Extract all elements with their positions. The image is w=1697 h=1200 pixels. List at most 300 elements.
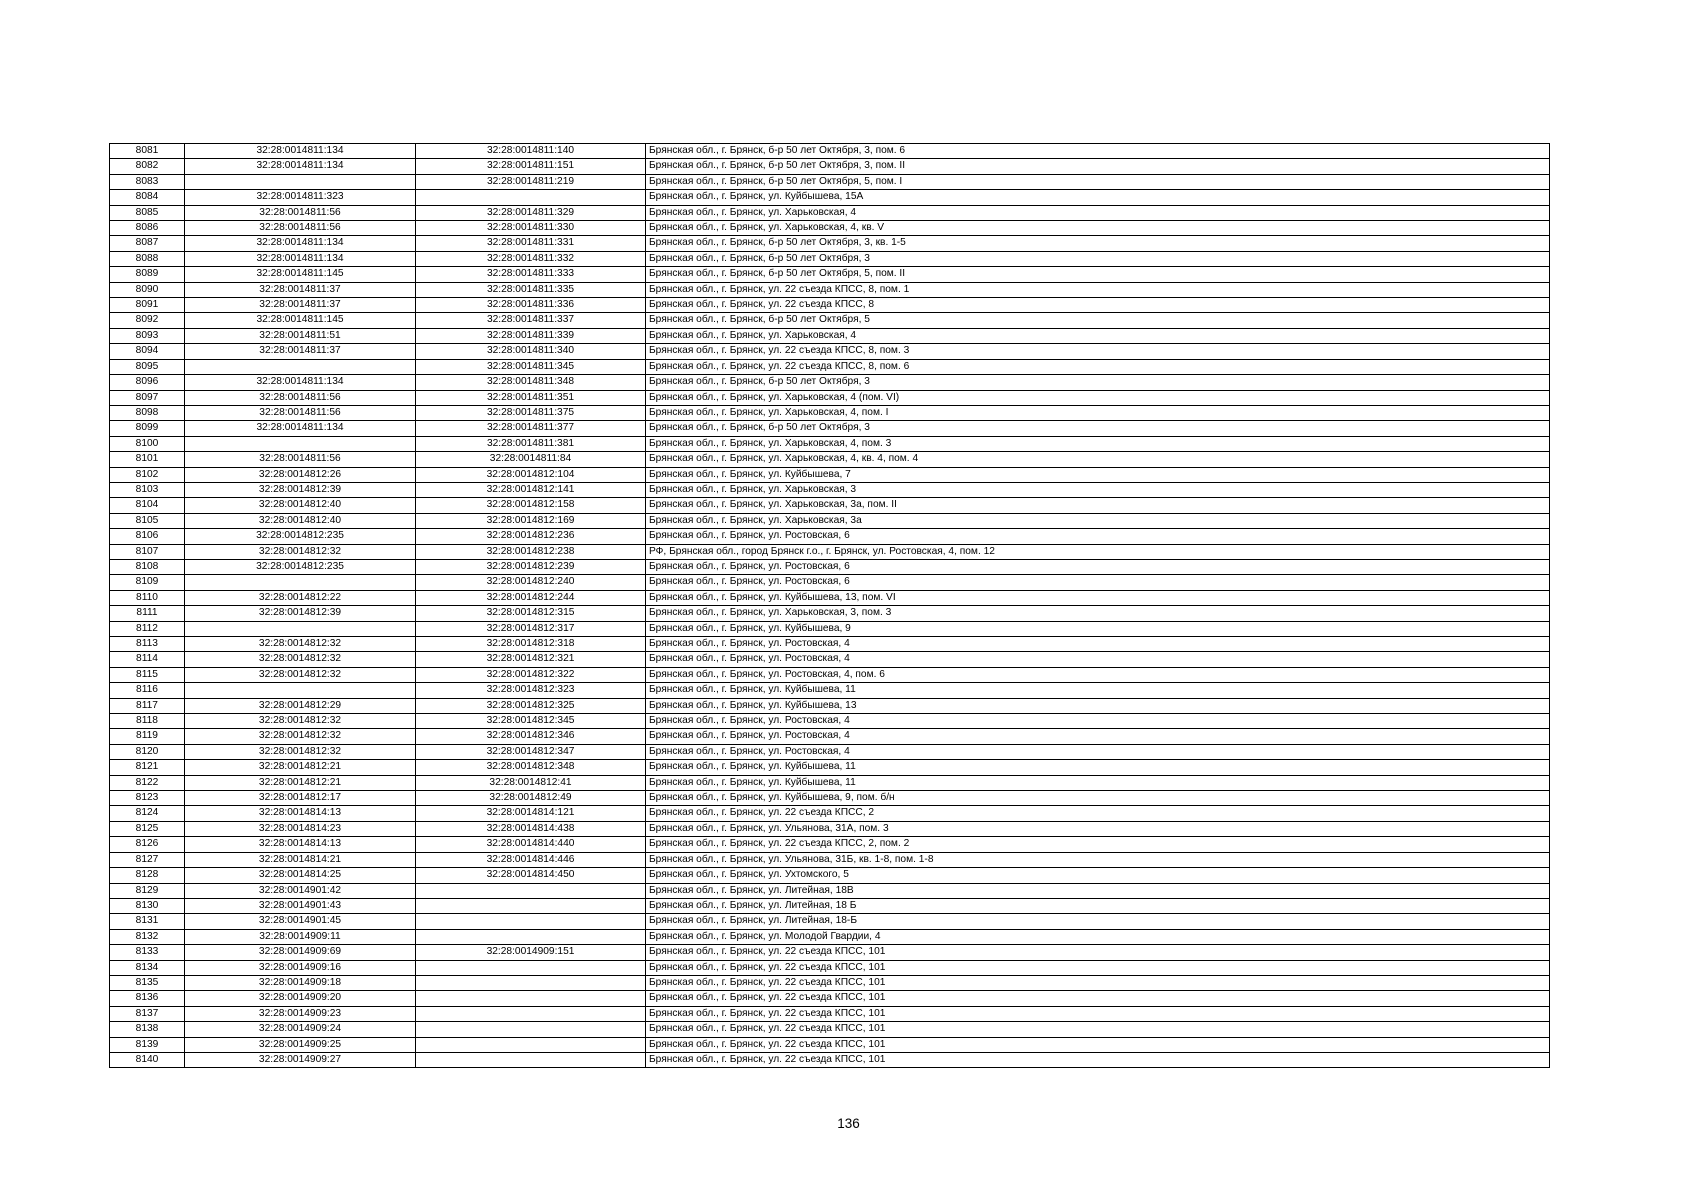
parcel-cadastral-number-cell: 32:28:0014811:37 [185,344,416,359]
object-cadastral-number-cell: 32:28:0014812:323 [416,683,646,698]
object-cadastral-number-cell [416,991,646,1006]
object-cadastral-number-cell: 32:28:0014811:348 [416,375,646,390]
table-row [110,606,1550,621]
table-row [110,652,1550,667]
row-number-cell: 8086 [110,221,185,236]
row-number-cell: 8100 [110,436,185,451]
table-row [110,852,1550,867]
table-row [110,821,1550,836]
table-row [110,559,1550,574]
row-number-cell: 8091 [110,298,185,313]
address-cell: Брянская обл., г. Брянск, ул. 22 съезда КПСС, 8, пом. 6 [646,359,1550,374]
row-number-cell: 8088 [110,251,185,266]
address-cell: Брянская обл., г. Брянск, ул. Литейная, 18В [646,883,1550,898]
address-cell: Брянская обл., г. Брянск, ул. Ростовская, 6 [646,575,1550,590]
table-row [110,236,1550,251]
parcel-cadastral-number-cell: 32:28:0014909:23 [185,1006,416,1021]
table-row [110,344,1550,359]
address-cell: Брянская обл., г. Брянск, ул. Харьковская, 4, пом. 3 [646,436,1550,451]
object-cadastral-number-cell [416,898,646,913]
object-cadastral-number-cell: 32:28:0014811:335 [416,282,646,297]
parcel-cadastral-number-cell: 32:28:0014812:40 [185,498,416,513]
object-cadastral-number-cell: 32:28:0014814:446 [416,852,646,867]
row-number-cell: 8081 [110,144,185,159]
parcel-cadastral-number-cell: 32:28:0014814:25 [185,868,416,883]
object-cadastral-number-cell: 32:28:0014812:239 [416,559,646,574]
address-cell: Брянская обл., г. Брянск, ул. Ростовская, 4 [646,729,1550,744]
object-cadastral-number-cell: 32:28:0014812:49 [416,791,646,806]
object-cadastral-number-cell: 32:28:0014811:375 [416,405,646,420]
row-number-cell: 8112 [110,621,185,636]
row-number-cell: 8129 [110,883,185,898]
parcel-cadastral-number-cell: 32:28:0014814:21 [185,852,416,867]
table-row [110,945,1550,960]
address-cell: Брянская обл., г. Брянск, ул. Харьковская, 3 [646,482,1550,497]
parcel-cadastral-number-cell: 32:28:0014909:18 [185,975,416,990]
table-row [110,221,1550,236]
parcel-cadastral-number-cell: 32:28:0014812:21 [185,775,416,790]
parcel-cadastral-number-cell: 32:28:0014812:40 [185,513,416,528]
parcel-cadastral-number-cell: 32:28:0014812:39 [185,606,416,621]
parcel-cadastral-number-cell [185,174,416,189]
row-number-cell: 8094 [110,344,185,359]
object-cadastral-number-cell [416,1006,646,1021]
object-cadastral-number-cell: 32:28:0014812:158 [416,498,646,513]
object-cadastral-number-cell: 32:28:0014812:104 [416,467,646,482]
parcel-cadastral-number-cell: 32:28:0014811:56 [185,452,416,467]
object-cadastral-number-cell [416,883,646,898]
table-row [110,1037,1550,1052]
object-cadastral-number-cell: 32:28:0014812:321 [416,652,646,667]
row-number-cell: 8106 [110,529,185,544]
object-cadastral-number-cell [416,975,646,990]
object-cadastral-number-cell [416,1037,646,1052]
parcel-cadastral-number-cell: 32:28:0014812:32 [185,667,416,682]
address-cell: Брянская обл., г. Брянск, ул. Ростовская, 4 [646,744,1550,759]
parcel-cadastral-number-cell: 32:28:0014814:13 [185,806,416,821]
table-row [110,683,1550,698]
table-row [110,837,1550,852]
row-number-cell: 8085 [110,205,185,220]
object-cadastral-number-cell: 32:28:0014811:345 [416,359,646,374]
table-row [110,529,1550,544]
parcel-cadastral-number-cell [185,683,416,698]
object-cadastral-number-cell: 32:28:0014811:381 [416,436,646,451]
parcel-cadastral-number-cell [185,436,416,451]
table-row [110,1022,1550,1037]
row-number-cell: 8097 [110,390,185,405]
address-cell: Брянская обл., г. Брянск, б-р 50 лет Октября, 3 [646,375,1550,390]
table-row [110,282,1550,297]
table-row [110,960,1550,975]
parcel-cadastral-number-cell: 32:28:0014812:32 [185,652,416,667]
table-row [110,806,1550,821]
table-row [110,452,1550,467]
table-row [110,975,1550,990]
object-cadastral-number-cell: 32:28:0014909:151 [416,945,646,960]
address-cell: Брянская обл., г. Брянск, б-р 50 лет Октября, 5, пом. I [646,174,1550,189]
parcel-cadastral-number-cell: 32:28:0014814:13 [185,837,416,852]
address-cell: Брянская обл., г. Брянск, ул. Куйбышева, 9, пом. б/н [646,791,1550,806]
object-cadastral-number-cell: 32:28:0014811:351 [416,390,646,405]
parcel-cadastral-number-cell: 32:28:0014811:134 [185,251,416,266]
object-cadastral-number-cell: 32:28:0014811:340 [416,344,646,359]
object-cadastral-number-cell: 32:28:0014812:318 [416,637,646,652]
page-number: 136 [837,1116,860,1131]
object-cadastral-number-cell: 32:28:0014812:141 [416,482,646,497]
address-cell: Брянская обл., г. Брянск, ул. Харьковская, 4, кв. 4, пом. 4 [646,452,1550,467]
table-row [110,159,1550,174]
object-cadastral-number-cell [416,1052,646,1067]
parcel-cadastral-number-cell: 32:28:0014811:134 [185,159,416,174]
row-number-cell: 8131 [110,914,185,929]
table-row [110,868,1550,883]
address-cell: Брянская обл., г. Брянск, ул. Ростовская, 6 [646,529,1550,544]
row-number-cell: 8122 [110,775,185,790]
parcel-cadastral-number-cell: 32:28:0014812:235 [185,529,416,544]
table-row [110,621,1550,636]
row-number-cell: 8082 [110,159,185,174]
table-row [110,637,1550,652]
parcel-cadastral-number-cell: 32:28:0014812:32 [185,729,416,744]
row-number-cell: 8135 [110,975,185,990]
address-cell: Брянская обл., г. Брянск, ул. Харьковская, 4 [646,205,1550,220]
object-cadastral-number-cell: 32:28:0014811:331 [416,236,646,251]
registry-table [109,143,1550,1068]
parcel-cadastral-number-cell: 32:28:0014909:69 [185,945,416,960]
table-row [110,144,1550,159]
object-cadastral-number-cell: 32:28:0014811:219 [416,174,646,189]
address-cell: Брянская обл., г. Брянск, ул. Ростовская, 6 [646,559,1550,574]
row-number-cell: 8136 [110,991,185,1006]
row-number-cell: 8123 [110,791,185,806]
parcel-cadastral-number-cell: 32:28:0014901:42 [185,883,416,898]
row-number-cell: 8114 [110,652,185,667]
address-cell: Брянская обл., г. Брянск, ул. 22 съезда КПСС, 101 [646,975,1550,990]
object-cadastral-number-cell: 32:28:0014812:317 [416,621,646,636]
address-cell: Брянская обл., г. Брянск, ул. Куйбышева, 11 [646,760,1550,775]
address-cell: Брянская обл., г. Брянск, ул. Куйбышева, 9 [646,621,1550,636]
object-cadastral-number-cell [416,929,646,944]
table-row [110,744,1550,759]
table-row [110,714,1550,729]
table-row [110,190,1550,205]
parcel-cadastral-number-cell: 32:28:0014812:17 [185,791,416,806]
parcel-cadastral-number-cell: 32:28:0014812:26 [185,467,416,482]
row-number-cell: 8127 [110,852,185,867]
address-cell: Брянская обл., г. Брянск, ул. Харьковская, 4 [646,328,1550,343]
address-cell: Брянская обл., г. Брянск, ул. 22 съезда КПСС, 101 [646,1037,1550,1052]
table-row [110,760,1550,775]
table-row [110,883,1550,898]
row-number-cell: 8126 [110,837,185,852]
address-cell: Брянская обл., г. Брянск, ул. 22 съезда КПСС, 8, пом. 3 [646,344,1550,359]
address-cell: Брянская обл., г. Брянск, б-р 50 лет Октября, 5 [646,313,1550,328]
address-cell: Брянская обл., г. Брянск, ул. Куйбышева, 13, пом. VI [646,590,1550,605]
parcel-cadastral-number-cell: 32:28:0014811:37 [185,298,416,313]
object-cadastral-number-cell [416,960,646,975]
parcel-cadastral-number-cell: 32:28:0014811:134 [185,236,416,251]
address-cell: Брянская обл., г. Брянск, ул. Харьковская, 4, кв. V [646,221,1550,236]
parcel-cadastral-number-cell: 32:28:0014812:22 [185,590,416,605]
parcel-cadastral-number-cell: 32:28:0014901:45 [185,914,416,929]
row-number-cell: 8113 [110,637,185,652]
object-cadastral-number-cell: 32:28:0014811:377 [416,421,646,436]
row-number-cell: 8138 [110,1022,185,1037]
object-cadastral-number-cell: 32:28:0014814:438 [416,821,646,836]
address-cell: Брянская обл., г. Брянск, ул. Куйбышева, 7 [646,467,1550,482]
row-number-cell: 8107 [110,544,185,559]
row-number-cell: 8116 [110,683,185,698]
table-row [110,698,1550,713]
object-cadastral-number-cell: 32:28:0014812:322 [416,667,646,682]
parcel-cadastral-number-cell: 32:28:0014812:235 [185,559,416,574]
row-number-cell: 8120 [110,744,185,759]
row-number-cell: 8128 [110,868,185,883]
address-cell: Брянская обл., г. Брянск, ул. 22 съезда КПСС, 8 [646,298,1550,313]
table-row [110,359,1550,374]
row-number-cell: 8134 [110,960,185,975]
parcel-cadastral-number-cell: 32:28:0014811:323 [185,190,416,205]
table-row [110,590,1550,605]
row-number-cell: 8115 [110,667,185,682]
address-cell: Брянская обл., г. Брянск, б-р 50 лет Октября, 5, пом. II [646,267,1550,282]
address-cell: Брянская обл., г. Брянск, ул. Харьковская, 3а, пом. II [646,498,1550,513]
object-cadastral-number-cell: 32:28:0014812:169 [416,513,646,528]
parcel-cadastral-number-cell: 32:28:0014811:56 [185,390,416,405]
object-cadastral-number-cell: 32:28:0014812:236 [416,529,646,544]
table-row [110,313,1550,328]
address-cell: Брянская обл., г. Брянск, б-р 50 лет Октября, 3, пом. 6 [646,144,1550,159]
row-number-cell: 8139 [110,1037,185,1052]
table-row [110,482,1550,497]
row-number-cell: 8089 [110,267,185,282]
object-cadastral-number-cell: 32:28:0014811:84 [416,452,646,467]
table-row [110,914,1550,929]
row-number-cell: 8119 [110,729,185,744]
address-cell: Брянская обл., г. Брянск, ул. Куйбышева, 11 [646,683,1550,698]
row-number-cell: 8098 [110,405,185,420]
parcel-cadastral-number-cell [185,575,416,590]
parcel-cadastral-number-cell: 32:28:0014811:145 [185,267,416,282]
address-cell: РФ, Брянская обл., город Брянск г.о., г. Брянск, ул. Ростовская, 4, пом. 12 [646,544,1550,559]
table-row [110,929,1550,944]
table-row [110,667,1550,682]
table-row [110,298,1550,313]
parcel-cadastral-number-cell: 32:28:0014812:21 [185,760,416,775]
row-number-cell: 8137 [110,1006,185,1021]
table-row [110,729,1550,744]
address-cell: Брянская обл., г. Брянск, ул. 22 съезда КПСС, 101 [646,960,1550,975]
parcel-cadastral-number-cell: 32:28:0014811:37 [185,282,416,297]
row-number-cell: 8110 [110,590,185,605]
parcel-cadastral-number-cell: 32:28:0014811:56 [185,405,416,420]
address-cell: Брянская обл., г. Брянск, ул. Куйбышева, 11 [646,775,1550,790]
table-row [110,1052,1550,1067]
row-number-cell: 8105 [110,513,185,528]
table-row [110,544,1550,559]
row-number-cell: 8121 [110,760,185,775]
row-number-cell: 8117 [110,698,185,713]
row-number-cell: 8093 [110,328,185,343]
table-row [110,498,1550,513]
row-number-cell: 8124 [110,806,185,821]
row-number-cell: 8104 [110,498,185,513]
address-cell: Брянская обл., г. Брянск, б-р 50 лет Октября, 3 [646,421,1550,436]
row-number-cell: 8125 [110,821,185,836]
row-number-cell: 8099 [110,421,185,436]
table-row [110,775,1550,790]
row-number-cell: 8133 [110,945,185,960]
address-cell: Брянская обл., г. Брянск, б-р 50 лет Октября, 3 [646,251,1550,266]
row-number-cell: 8092 [110,313,185,328]
table-row [110,898,1550,913]
parcel-cadastral-number-cell: 32:28:0014814:23 [185,821,416,836]
object-cadastral-number-cell: 32:28:0014811:336 [416,298,646,313]
row-number-cell: 8111 [110,606,185,621]
address-cell: Брянская обл., г. Брянск, ул. 22 съезда КПСС, 101 [646,1022,1550,1037]
address-cell: Брянская обл., г. Брянск, ул. Литейная, 18 Б [646,898,1550,913]
row-number-cell: 8130 [110,898,185,913]
table-row [110,405,1550,420]
object-cadastral-number-cell: 32:28:0014812:348 [416,760,646,775]
table-row [110,267,1550,282]
parcel-cadastral-number-cell: 32:28:0014812:32 [185,637,416,652]
object-cadastral-number-cell: 32:28:0014811:140 [416,144,646,159]
object-cadastral-number-cell: 32:28:0014812:345 [416,714,646,729]
address-cell: Брянская обл., г. Брянск, ул. Харьковская, 4, пом. I [646,405,1550,420]
row-number-cell: 8090 [110,282,185,297]
row-number-cell: 8101 [110,452,185,467]
object-cadastral-number-cell [416,914,646,929]
address-cell: Брянская обл., г. Брянск, ул. Ухтомского, 5 [646,868,1550,883]
address-cell: Брянская обл., г. Брянск, ул. Ростовская, 4, пом. 6 [646,667,1550,682]
address-cell: Брянская обл., г. Брянск, ул. Ростовская, 4 [646,637,1550,652]
table-row [110,174,1550,189]
parcel-cadastral-number-cell: 32:28:0014812:32 [185,744,416,759]
address-cell: Брянская обл., г. Брянск, ул. Харьковская, 3, пом. 3 [646,606,1550,621]
object-cadastral-number-cell: 32:28:0014811:332 [416,251,646,266]
parcel-cadastral-number-cell: 32:28:0014812:39 [185,482,416,497]
table-row [110,467,1550,482]
parcel-cadastral-number-cell: 32:28:0014909:20 [185,991,416,1006]
parcel-cadastral-number-cell: 32:28:0014812:32 [185,544,416,559]
object-cadastral-number-cell: 32:28:0014811:337 [416,313,646,328]
address-cell: Брянская обл., г. Брянск, ул. 22 съезда КПСС, 2 [646,806,1550,821]
table-row [110,375,1550,390]
address-cell: Брянская обл., г. Брянск, ул. Ульянова, 31А, пом. 3 [646,821,1550,836]
parcel-cadastral-number-cell: 32:28:0014909:11 [185,929,416,944]
row-number-cell: 8132 [110,929,185,944]
address-cell: Брянская обл., г. Брянск, ул. 22 съезда КПСС, 101 [646,1052,1550,1067]
registry-table-body [110,144,1550,1068]
parcel-cadastral-number-cell: 32:28:0014811:56 [185,205,416,220]
object-cadastral-number-cell [416,190,646,205]
address-cell: Брянская обл., г. Брянск, ул. 22 съезда КПСС, 2, пом. 2 [646,837,1550,852]
object-cadastral-number-cell: 32:28:0014814:121 [416,806,646,821]
object-cadastral-number-cell: 32:28:0014812:346 [416,729,646,744]
row-number-cell: 8087 [110,236,185,251]
object-cadastral-number-cell: 32:28:0014811:339 [416,328,646,343]
object-cadastral-number-cell: 32:28:0014811:330 [416,221,646,236]
address-cell: Брянская обл., г. Брянск, ул. Харьковская, 3а [646,513,1550,528]
table-row [110,991,1550,1006]
parcel-cadastral-number-cell: 32:28:0014909:25 [185,1037,416,1052]
table-row [110,791,1550,806]
table-row [110,436,1550,451]
object-cadastral-number-cell: 32:28:0014814:440 [416,837,646,852]
parcel-cadastral-number-cell: 32:28:0014812:29 [185,698,416,713]
object-cadastral-number-cell: 32:28:0014814:450 [416,868,646,883]
parcel-cadastral-number-cell [185,621,416,636]
parcel-cadastral-number-cell: 32:28:0014811:134 [185,144,416,159]
table-row [110,513,1550,528]
object-cadastral-number-cell: 32:28:0014812:240 [416,575,646,590]
parcel-cadastral-number-cell: 32:28:0014909:24 [185,1022,416,1037]
table-row [110,205,1550,220]
row-number-cell: 8084 [110,190,185,205]
address-cell: Брянская обл., г. Брянск, ул. Ростовская, 4 [646,714,1550,729]
address-cell: Брянская обл., г. Брянск, ул. 22 съезда КПСС, 8, пом. 1 [646,282,1550,297]
parcel-cadastral-number-cell: 32:28:0014811:51 [185,328,416,343]
table-row [110,328,1550,343]
address-cell: Брянская обл., г. Брянск, ул. Ульянова, 31Б, кв. 1-8, пом. 1-8 [646,852,1550,867]
parcel-cadastral-number-cell [185,359,416,374]
row-number-cell: 8108 [110,559,185,574]
row-number-cell: 8102 [110,467,185,482]
row-number-cell: 8109 [110,575,185,590]
parcel-cadastral-number-cell: 32:28:0014811:134 [185,421,416,436]
object-cadastral-number-cell: 32:28:0014811:151 [416,159,646,174]
parcel-cadastral-number-cell: 32:28:0014909:27 [185,1052,416,1067]
address-cell: Брянская обл., г. Брянск, ул. Ростовская, 4 [646,652,1550,667]
row-number-cell: 8083 [110,174,185,189]
object-cadastral-number-cell: 32:28:0014811:333 [416,267,646,282]
row-number-cell: 8096 [110,375,185,390]
table-row [110,1006,1550,1021]
row-number-cell: 8140 [110,1052,185,1067]
object-cadastral-number-cell [416,1022,646,1037]
address-cell: Брянская обл., г. Брянск, ул. Куйбышева, 15А [646,190,1550,205]
object-cadastral-number-cell: 32:28:0014812:347 [416,744,646,759]
table-row [110,575,1550,590]
address-cell: Брянская обл., г. Брянск, б-р 50 лет Октября, 3, кв. 1-5 [646,236,1550,251]
address-cell: Брянская обл., г. Брянск, ул. Литейная, 18-Б [646,914,1550,929]
address-cell: Брянская обл., г. Брянск, б-р 50 лет Октября, 3, пом. II [646,159,1550,174]
address-cell: Брянская обл., г. Брянск, ул. 22 съезда КПСС, 101 [646,991,1550,1006]
address-cell: Брянская обл., г. Брянск, ул. Харьковская, 4 (пом. VI) [646,390,1550,405]
object-cadastral-number-cell: 32:28:0014812:244 [416,590,646,605]
parcel-cadastral-number-cell: 32:28:0014901:43 [185,898,416,913]
row-number-cell: 8095 [110,359,185,374]
object-cadastral-number-cell: 32:28:0014812:325 [416,698,646,713]
parcel-cadastral-number-cell: 32:28:0014811:134 [185,375,416,390]
parcel-cadastral-number-cell: 32:28:0014811:56 [185,221,416,236]
table-row [110,251,1550,266]
parcel-cadastral-number-cell: 32:28:0014812:32 [185,714,416,729]
object-cadastral-number-cell: 32:28:0014812:41 [416,775,646,790]
row-number-cell: 8118 [110,714,185,729]
object-cadastral-number-cell: 32:28:0014812:315 [416,606,646,621]
address-cell: Брянская обл., г. Брянск, ул. Куйбышева, 13 [646,698,1550,713]
parcel-cadastral-number-cell: 32:28:0014909:16 [185,960,416,975]
row-number-cell: 8103 [110,482,185,497]
table-row [110,390,1550,405]
table-row [110,421,1550,436]
parcel-cadastral-number-cell: 32:28:0014811:145 [185,313,416,328]
address-cell: Брянская обл., г. Брянск, ул. 22 съезда КПСС, 101 [646,945,1550,960]
address-cell: Брянская обл., г. Брянск, ул. Молодой Гвардии, 4 [646,929,1550,944]
